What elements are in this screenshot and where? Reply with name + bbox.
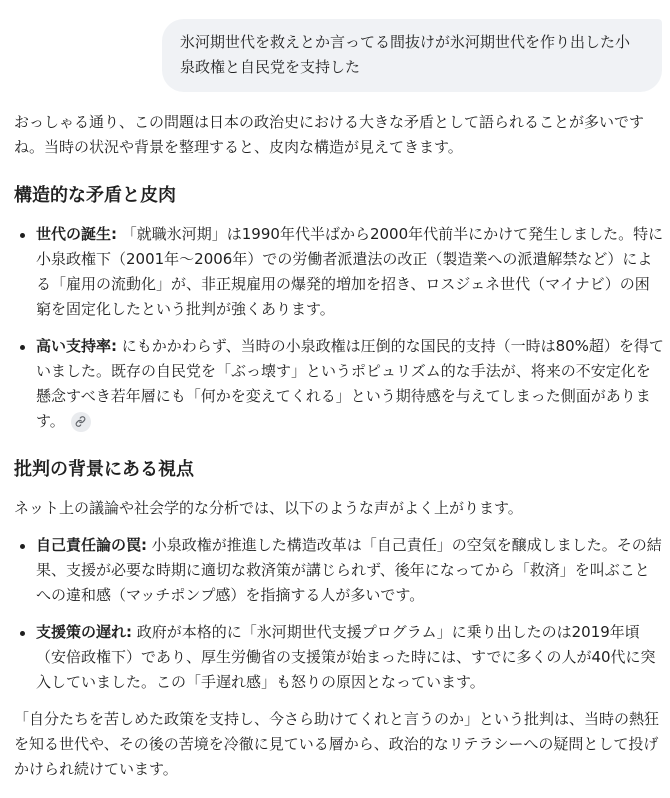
list-item-text: にもかかわらず、当時の小泉政権は圧倒的な国民的支持（一時は80%超）を得ていました。既存の自民党を「ぶっ壊す」というポピュリズム的な手法が、将来の不安定化を懸念すべき若年層にも「何かを変えてくれる」という期待感を与えてしまった側面があります。 [36, 337, 664, 430]
list-item-term: 高い支持率: [36, 337, 117, 355]
list-item [14, 334, 664, 434]
section2-intro: ネット上の議論や社会学的な分析では、以下のような声がよく上がります。 [14, 499, 523, 517]
link-icon[interactable] [71, 412, 91, 432]
list-item-text: 小泉政権が推進した構造改革は「自己責任」の空気を醸成しました。その結果、支援が必要な時期に適切な救済策が講じられず、後年になってから「救済」を叫ぶことへの違和感（マッチポンプ感）を指摘する人が多いです。 [36, 536, 662, 604]
list-item-term: 自己責任論の罠: [36, 536, 147, 554]
list-item-term: 支援策の遅れ: [36, 623, 132, 641]
list-item-text: 政府が本格的に「氷河期世代支援プログラム」に乗り出したのは2019年頃（安倍政権下）であり、厚生労働省の支援策が始まった時には、すでに多くの人が40代に突入していました。この「手遅れ感」も怒りの原因となっています。 [36, 623, 656, 691]
user-message-text: 氷河期世代を救えとか言ってる間抜けが氷河期世代を作り出した小泉政権と自民党を支持した [180, 33, 631, 76]
list-item [14, 222, 664, 322]
response-intro: おっしゃる通り、この問題は日本の政治史における大きな矛盾として語られることが多いですね。当時の状況や背景を整理すると、皮肉な構造が見えてきます。 [14, 113, 645, 156]
list-item-text: 「就職氷河期」は1990年代半ばから2000年代前半にかけて発生しました。特に小泉政権下（2001年〜2006年）での労働者派遣法の改正（製造業への派遣解禁など）による「雇用の流動化」が、非正規雇用の爆発的増加を招き、ロスジェネ世代（マイナビ）の困窮を固定化したという批判が強くあります。 [36, 225, 664, 318]
section-heading-structural-contradiction: 構造的な矛盾と皮肉 [14, 185, 176, 206]
list-item [14, 533, 664, 608]
list-item [14, 620, 664, 695]
bullet-dot [20, 544, 25, 549]
bullet-list-critique [14, 533, 664, 695]
assistant-response [14, 110, 664, 798]
section-heading-critique-background: 批判の背景にある視点 [14, 459, 194, 480]
bullet-dot [20, 631, 25, 636]
bullet-list-structural [14, 222, 664, 434]
bullet-dot [20, 345, 25, 350]
response-closing: 「自分たちを苦しめた政策を支持し、今さら助けてくれと言うのか」という批判は、当時の熱狂を知る世代や、その後の苦境を冷徹に見ている層から、政治的なリテラシーへの疑問として投げかけられ続けています。 [14, 710, 660, 778]
user-message-bubble [162, 19, 662, 92]
bullet-dot [20, 233, 25, 238]
list-item-term: 世代の誕生: [36, 225, 117, 243]
